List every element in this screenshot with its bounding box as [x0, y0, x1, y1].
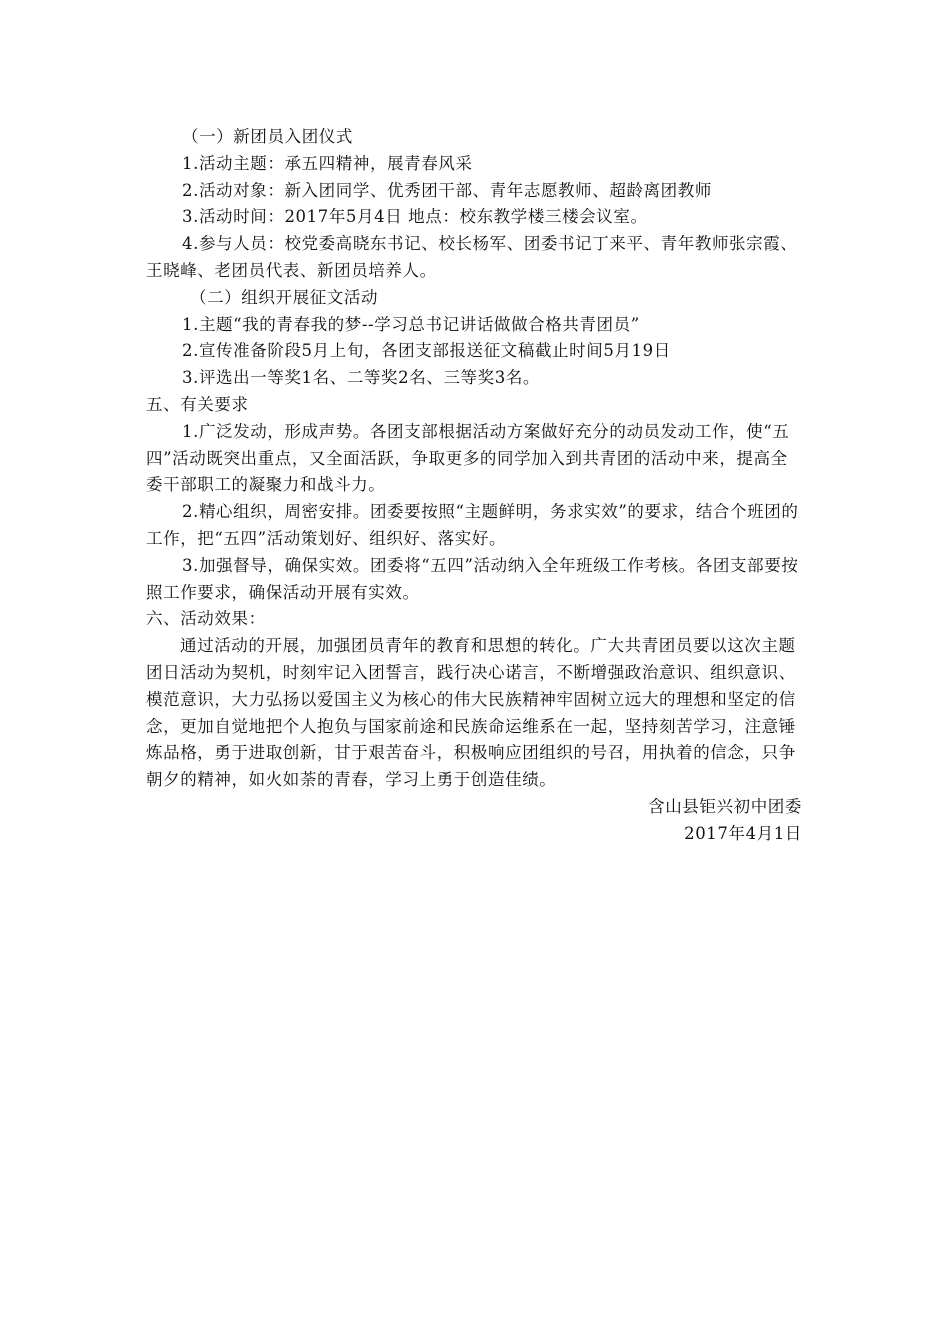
- section-two-item-2: 2.宣传准备阶段5月上旬，各团支部报送征文稿截止时间5月19日: [182, 341, 671, 361]
- section-one-item-3: 3.活动时间：2017年5月4日 地点：校东教学楼三楼会议室。: [182, 207, 648, 227]
- section-six-paragraph: 通过活动的开展，加强团员青年的教育和思想的转化。广大共青团员要以这次主题团日活动为契机，时刻牢记入团誓言，践行决心诺言，不断增强政治意识、组织意识、模范意识，大力弘扬以爱国主义为核心的伟大民族精神牢固树立远大的理想和坚定的信念，更加自觉地把个人抱负与国家前途和民族命运维系在一起，坚持刻苦学习，注意锤炼品格，勇于进取创新，甘于艰苦奋斗，积极响应团组织的号召，用执着的信念，只争朝夕的精神，如火如荼的青春，学习上勇于创造佳绩。: [146, 636, 796, 790]
- section-two-item-3: 3.评选出一等奖1名、二等奖2名、三等奖3名。: [182, 368, 541, 388]
- section-one-item-1: 1.活动主题：承五四精神，展青春风采: [182, 153, 473, 173]
- section-two-item-1: 1.主题“我的青春我的梦--学习总书记讲话做做合格共青团员”: [182, 314, 640, 334]
- section-five-heading: 五、有关要求: [146, 394, 249, 414]
- section-one-item-4: 4.参与人员：校党委高晓东书记、校长杨军、团委书记丁来平、青年教师张宗霞、王晓峰、老团员代表、新团员培养人。: [146, 234, 798, 280]
- document-body: [146, 124, 802, 848]
- section-one-heading: （一）新团员入团仪式: [182, 127, 353, 146]
- section-six-heading: 六、活动效果：: [146, 609, 266, 629]
- section-five-item-3: 3.加强督导，确保实效。团委将“五四”活动纳入全年班级工作考核。各团支部要按照工作要求，确保活动开展有实效。: [146, 555, 799, 602]
- section-one-item-2: 2.活动对象：新入团同学、优秀团干部、青年志愿教师、超龄离团教师: [182, 180, 712, 200]
- section-five-item-1: 1.广泛发动，形成声势。各团支部根据活动方案做好充分的动员发动工作，使“五四”活动既突出重点，又全面活跃，争取更多的同学加入到共青团的活动中来，提高全委干部职工的凝聚力和战斗力。: [146, 421, 790, 495]
- section-five-item-2: 2.精心组织，周密安排。团委要按照“主题鲜明，务求实效”的要求，结合个班团的工作，把“五四”活动策划好、组织好、落实好。: [146, 502, 799, 548]
- signature-date: 2017年4月1日: [684, 823, 802, 843]
- signature-organization: 含山县钜兴初中团委: [648, 796, 802, 816]
- section-two-heading: （二）组织开展征文活动: [190, 287, 379, 307]
